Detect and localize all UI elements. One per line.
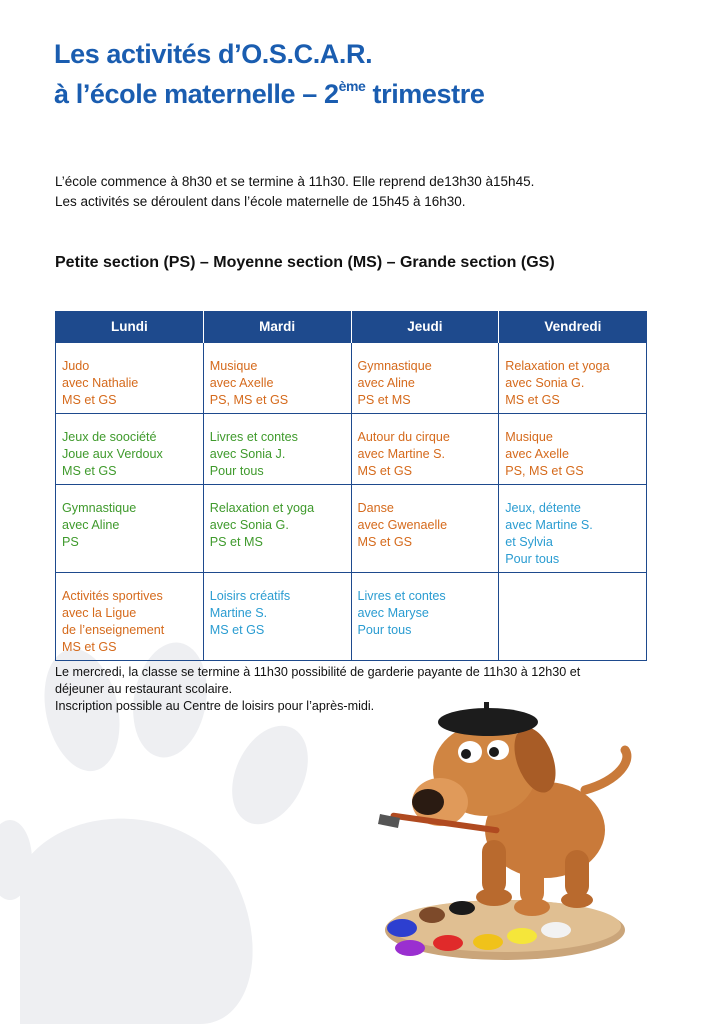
activity-line: avec Sonia J. [209,447,286,461]
activity-cell [203,573,351,661]
activity-cell [351,485,499,573]
schedule-row [56,343,647,414]
activity-line: avec Sonia G. [505,376,585,390]
activity-line: et Sylvia [505,535,553,549]
note-line: déjeuner au restaurant scolaire. [55,682,233,696]
activity-line: Gymnastique [357,359,432,373]
activity-line: Musique [505,430,553,444]
activity-cell [499,414,647,485]
activity-line: Loisirs créatifs [209,589,291,603]
activity-line: avec Gwenaelle [357,518,448,532]
day-header: Mardi [203,311,351,343]
activity-line: avec Aline [357,376,415,390]
activity-cell [499,573,647,661]
activity-line: Gymnastique [62,501,137,515]
title-line-2 [54,74,484,114]
activity-cell [351,573,499,661]
activity-line: avec Martine S. [505,518,593,532]
activity-line: Martine S. [209,606,268,620]
activity-line: Pour tous [357,623,412,637]
intro-line: L’école commence à 8h30 et se termine à 11h30. Elle reprend de13h30 à15h45. [55,174,535,189]
activity-line: Pour tous [505,552,560,566]
activity-cell [203,343,351,414]
activity-line: avec Martine S. [357,447,445,461]
title-superscript: ème [338,78,366,94]
day-header: Jeudi [351,311,499,343]
title-line-1: Les activités d’O.S.C.A.R. [54,39,373,69]
activity-line: de l’enseignement [62,623,165,637]
schedule-header-row [56,311,647,343]
activity-line: Relaxation et yoga [209,501,315,515]
activity-line: PS et MS [357,393,411,407]
day-header: Lundi [56,311,204,343]
activity-line: PS, MS et GS [505,464,584,478]
page-title [54,34,484,114]
activity-line: Activités sportives [62,589,163,603]
activity-line: PS et MS [209,535,263,549]
activity-line: Danse [357,501,394,515]
day-header: Vendredi [499,311,647,343]
activity-cell [203,485,351,573]
activity-cell [351,414,499,485]
activity-line: avec la Ligue [62,606,137,620]
activity-line: MS et GS [209,623,265,637]
activity-line: MS et GS [357,535,413,549]
intro-line: Les activités se déroulent dans l’école maternelle de 15h45 à 16h30. [55,194,466,209]
activity-cell [56,414,204,485]
note-line: Inscription possible au Centre de loisirs pour l’après-midi. [55,699,375,713]
activity-line: Jeux, détente [505,501,581,515]
activity-cell [499,485,647,573]
activity-line: Pour tous [209,464,264,478]
activity-line: MS et GS [62,464,117,478]
title-line-2-main: à l’école maternelle – 2 [54,79,339,109]
activity-line: MS et GS [505,393,560,407]
activity-line: Livres et contes [357,589,446,603]
activity-line: avec Axelle [505,447,569,461]
activity-line: Relaxation et yoga [505,359,610,373]
section-title: Petite section (PS) – Moyenne section (MS) – Grande section (GS) [55,254,555,271]
note-line: Le mercredi, la classe se termine à 11h30 possibilité de garderie payante de 11h30 à 12h30 et [55,665,581,679]
activity-line: PS, MS et GS [209,393,289,407]
schedule-table [55,311,647,661]
schedule-row [56,414,647,485]
schedule-row [56,485,647,573]
activity-cell [56,573,204,661]
activity-line: MS et GS [62,640,117,654]
activity-line: MS et GS [357,464,413,478]
schedule-body [56,343,647,661]
activity-line: Joue aux Verdoux [62,447,163,461]
activity-line: avec Maryse [357,606,429,620]
activity-line: Autour du cirque [357,430,450,444]
activity-line: MS et GS [62,393,117,407]
activity-line: PS [62,535,79,549]
intro-paragraph [55,172,534,212]
activity-line: avec Nathalie [62,376,139,390]
activity-cell [203,414,351,485]
activity-line: avec Axelle [209,376,274,390]
schedule-row [56,573,647,661]
activity-line: Judo [62,359,90,373]
activity-cell [499,343,647,414]
activity-cell [56,343,204,414]
activity-cell [56,485,204,573]
title-line-2-end: trimestre [365,79,485,109]
activity-line: Jeux de soociété [62,430,157,444]
activity-line: Livres et contes [209,430,298,444]
activity-line: Musique [209,359,258,373]
activity-line: avec Aline [62,518,120,532]
activity-cell [351,343,499,414]
dog-painter-icon [370,690,650,980]
activity-line: avec Sonia G. [209,518,289,532]
